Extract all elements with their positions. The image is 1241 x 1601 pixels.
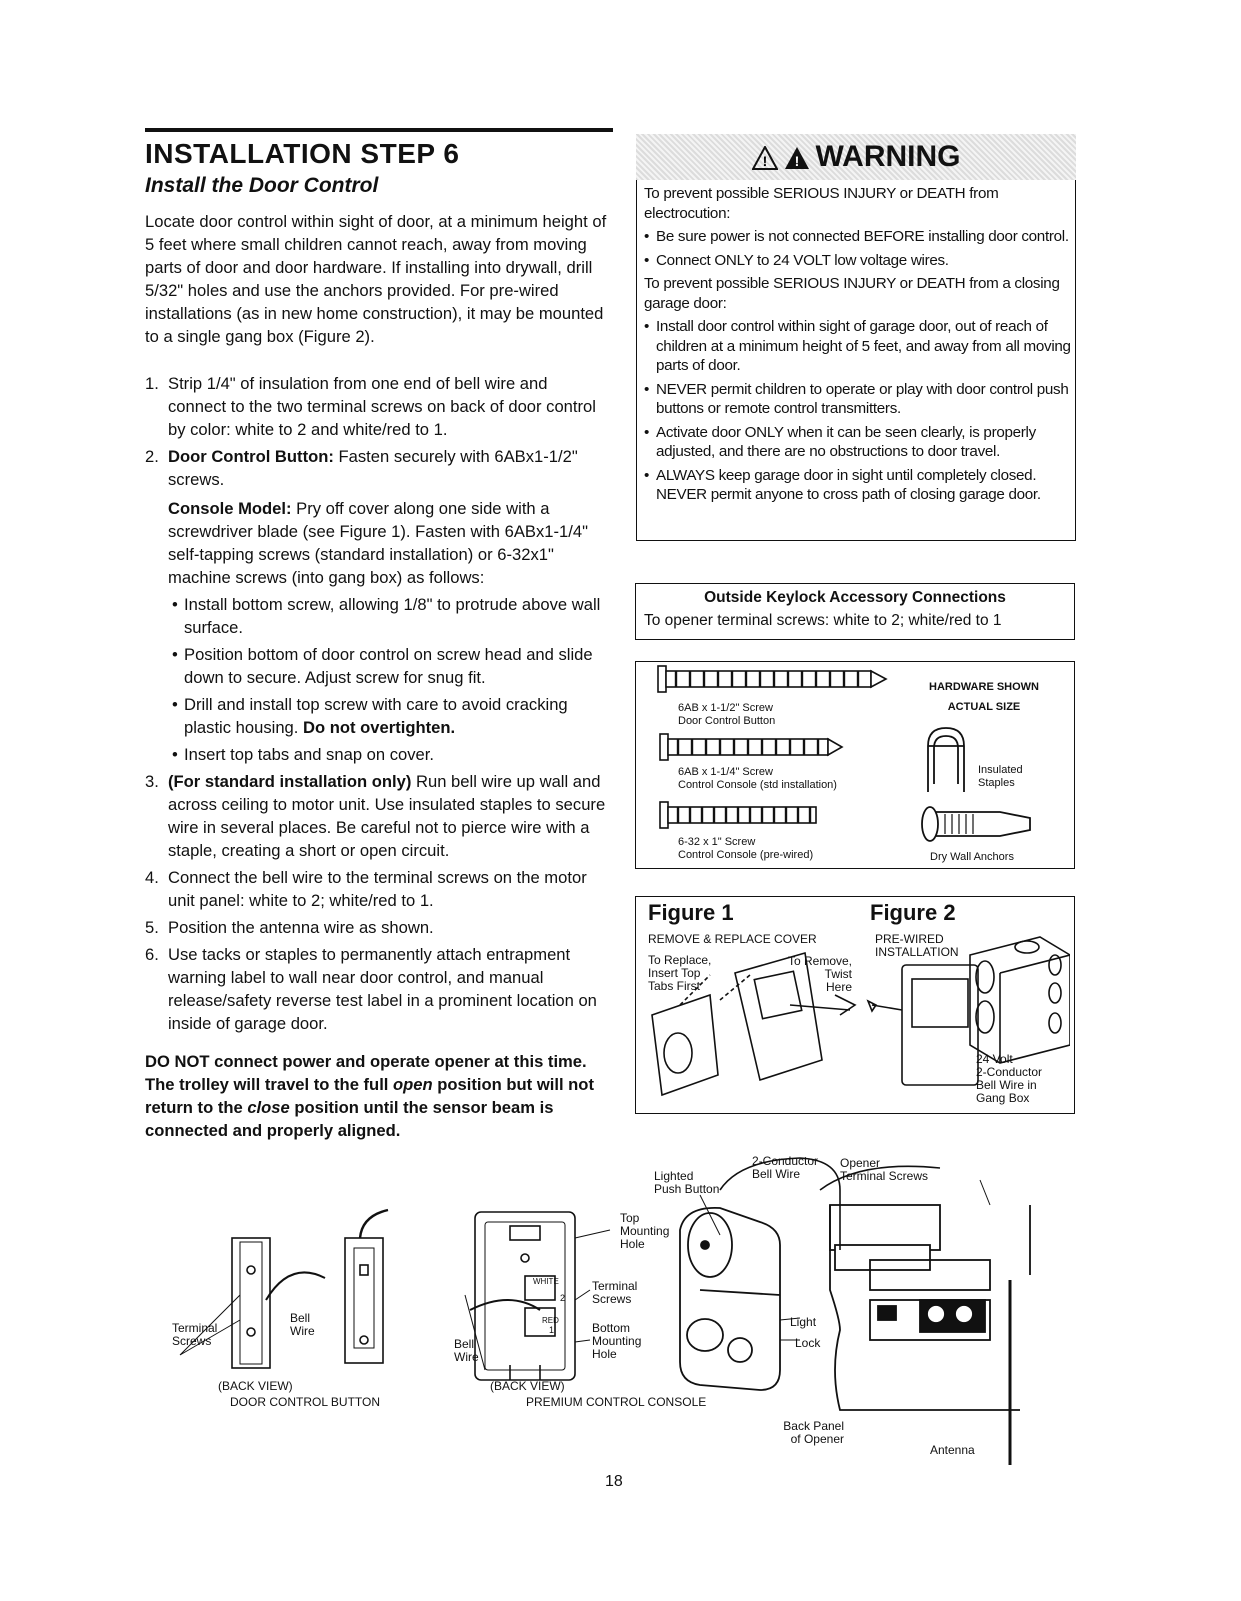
screw1-label: 6AB x 1-1/2" Screw Door Control Button: [678, 702, 776, 727]
figures-illustration: [640, 932, 1070, 1110]
opener-back-panel-icon: [700, 1158, 1030, 1465]
wiring-illustration: [140, 1150, 1040, 1470]
warning-triangle-icon: [752, 146, 778, 170]
instruction-item-2: 2. Door Control Button: Fasten securely with 6ABx1-1/2" screws. Console Model: Pry off cover along one side with a screwdriver blade (see Figure 1). Fasten with 6ABx1-1/4" self-tapping screws (standard installation) or 6-32x1" machine screws (into gang box) as follows: • Install bottom screw, allowing 1/8" to protrude above wall surface. • Position bottom of door control on screw head and slide down to secure. Adjust screw for snug fit. • Drill and install top screw with care to avoid cracking plastic housing. Do not overtighten. • Insert top tabs and snap on cover.: [145, 445, 610, 766]
instruction-item-1: 1. Strip 1/4" of insulation from one end of bell wire and connect to the two terminal screws on back of door control by color: white to 2 and white/red to 1.: [145, 374, 596, 439]
instruction-list: [145, 372, 610, 1039]
bell-wire-label-2: Bell Wire: [454, 1337, 479, 1364]
screw-6ab-1-1-2-icon: [658, 666, 886, 692]
step-title: INSTALLATION STEP 6: [145, 138, 460, 169]
section-rule: [145, 128, 613, 132]
power-caution-paragraph: DO NOT connect power and operate opener at this time. The trolley will travel to the full open position but will not return to the close position until the sensor beam is connected and properly aligned.: [145, 1052, 594, 1140]
terminal-1-label: 1: [549, 1325, 555, 1335]
lighted-push-button-icon: [680, 1208, 800, 1390]
door-control-button-back-icon: [180, 1238, 325, 1368]
dry-wall-anchor-icon: [922, 807, 1030, 841]
intro-paragraph: Locate door control within sight of door, at a minimum height of 5 feet where small children cannot reach, away from moving parts of door and door hardware. If installing into drywall, drill 5/32" holes and use the anchors provided. For pre-wired installations (as in new home construction), it may be mounted to a single gang box (Figure 2).: [145, 212, 607, 346]
hardware-shown-label: HARDWARE SHOWN ACTUAL SIZE: [929, 681, 1039, 713]
screw2-label: 6AB x 1-1/4" Screw Control Console (std installation): [678, 766, 837, 791]
premium-control-console-caption: PREMIUM CONTROL CONSOLE: [526, 1395, 707, 1409]
figure1-replace-label: To Replace, Insert Top Tabs First: [648, 953, 712, 993]
bottom-mounting-hole-label: Bottom Mounting Hole: [592, 1321, 642, 1361]
door-control-button-caption: DOOR CONTROL BUTTON: [230, 1395, 381, 1409]
figure2-wire-label: 24 Volt 2-Conductor Bell Wire in Gang Box: [976, 1052, 1043, 1105]
screw-6ab-1-1-4-icon: [660, 734, 842, 760]
bell-wire-label-1: Bell Wire: [290, 1311, 315, 1338]
figure1-remove-label: To Remove, Twist Here: [787, 954, 852, 994]
svg-text:!: !: [794, 153, 799, 170]
keylock-title: Outside Keylock Accessory Connections: [704, 589, 1006, 606]
wire-white-label: WHITE: [533, 1277, 559, 1286]
back-view-label-1: (BACK VIEW): [218, 1379, 293, 1393]
keylock-text: To opener terminal screws: white to 2; white/red to 1: [644, 612, 1002, 629]
screw3-label: 6-32 x 1" Screw Control Console (pre-wired): [678, 836, 814, 861]
warning-triangle-icon: [784, 146, 810, 170]
bullet-item: • Position bottom of door control on screw head and slide down to secure. Adjust screw for snug fit.: [172, 643, 610, 689]
bullet-item: • Insert top tabs and snap on cover.: [172, 743, 610, 766]
opener-terminal-screws-label: Opener Terminal Screws: [840, 1156, 929, 1183]
terminal-screws-label-2: Terminal Screws: [592, 1279, 638, 1306]
back-panel-label: Back Panel of Opener: [783, 1419, 844, 1446]
staples-label: Insulated Staples: [978, 764, 1023, 789]
page-number: 18: [605, 1473, 623, 1490]
figure2-title: Figure 2: [870, 900, 956, 925]
bullet-item: • Install bottom screw, allowing 1/8" to protrude above wall surface.: [172, 593, 610, 639]
terminal-2-label: 2: [560, 1293, 566, 1303]
bullet-item: • Drill and install top screw with care to avoid cracking plastic housing. Do not overtighten.: [172, 693, 610, 739]
lighted-push-button-label: Lighted Push Button: [654, 1169, 720, 1196]
wire-red-label: RED: [542, 1316, 559, 1325]
instruction-item-4: 4. Connect the bell wire to the terminal screws on the motor unit panel: white to 2; white/red to 1.: [145, 868, 587, 910]
warning-header: ! ! WARNING: [636, 140, 1076, 174]
svg-text:!: !: [762, 153, 767, 170]
warning-body: To prevent possible SERIOUS INJURY or DEATH from electrocution: • Be sure power is not connected BEFORE installing door control. • Connect ONLY to 24 VOLT low voltage wires. To prevent possible SERIOUS INJURY or DEATH from a closing garage door: • Install door control within sight of garage door, out of reach of children at a minimum height of 5 feet, and away from all moving parts of door. • NEVER permit children to operate or play with door control push buttons or remote control transmitters. • Activate door ONLY when it can be seen clearly, is properly adjusted, and there are no obstructions to door travel. • ALWAYS keep garage door in sight until completely closed. NEVER permit anyone to cross path of closing garage door.: [644, 184, 1072, 509]
lock-label: Lock: [795, 1336, 821, 1350]
instruction-item-6: 6. Use tacks or staples to permanently attach entrapment warning label to wall near door control, and manual release/safety reverse test label in a prominent location on inside of garage door.: [145, 945, 597, 1033]
bell-wire-conductor-label: 2-Conductor Bell Wire: [752, 1154, 819, 1181]
light-label: Light: [790, 1315, 817, 1329]
anchors-label: Dry Wall Anchors: [930, 851, 1014, 863]
step-subtitle: Install the Door Control: [145, 174, 379, 197]
door-control-button-front-icon: [345, 1210, 388, 1363]
figure1-title: Figure 1: [648, 900, 734, 925]
insulated-staple-icon: [928, 728, 964, 792]
figure1-caption: REMOVE & REPLACE COVER: [648, 932, 817, 946]
terminal-screws-label-1: Terminal Screws: [172, 1321, 218, 1348]
instruction-item-5: 5. Position the antenna wire as shown.: [145, 918, 434, 937]
premium-console-back-icon: [465, 1212, 610, 1380]
instruction-item-3: 3. (For standard installation only) Run bell wire up wall and across ceiling to motor unit. Use insulated staples to secure wire in several places. Be careful not to pierce wire with a staple, creating a short or open circuit.: [145, 772, 606, 860]
back-view-label-2: (BACK VIEW): [490, 1379, 565, 1393]
gang-box-icon: [868, 937, 1070, 1085]
console-model-paragraph: Console Model: Pry off cover along one side with a screwdriver blade (see Figure 1). Fasten with 6ABx1-1/4" self-tapping screws (standard installation) or 6-32x1" machine screws (into gang box) as follows:: [168, 499, 588, 587]
top-mounting-hole-label: Top Mounting Hole: [620, 1211, 670, 1251]
antenna-label: Antenna: [930, 1443, 975, 1457]
figure2-caption: PRE-WIRED INSTALLATION: [875, 932, 959, 959]
console-cover-icon: [652, 953, 855, 1095]
screw-6-32-1-icon: [660, 802, 816, 828]
